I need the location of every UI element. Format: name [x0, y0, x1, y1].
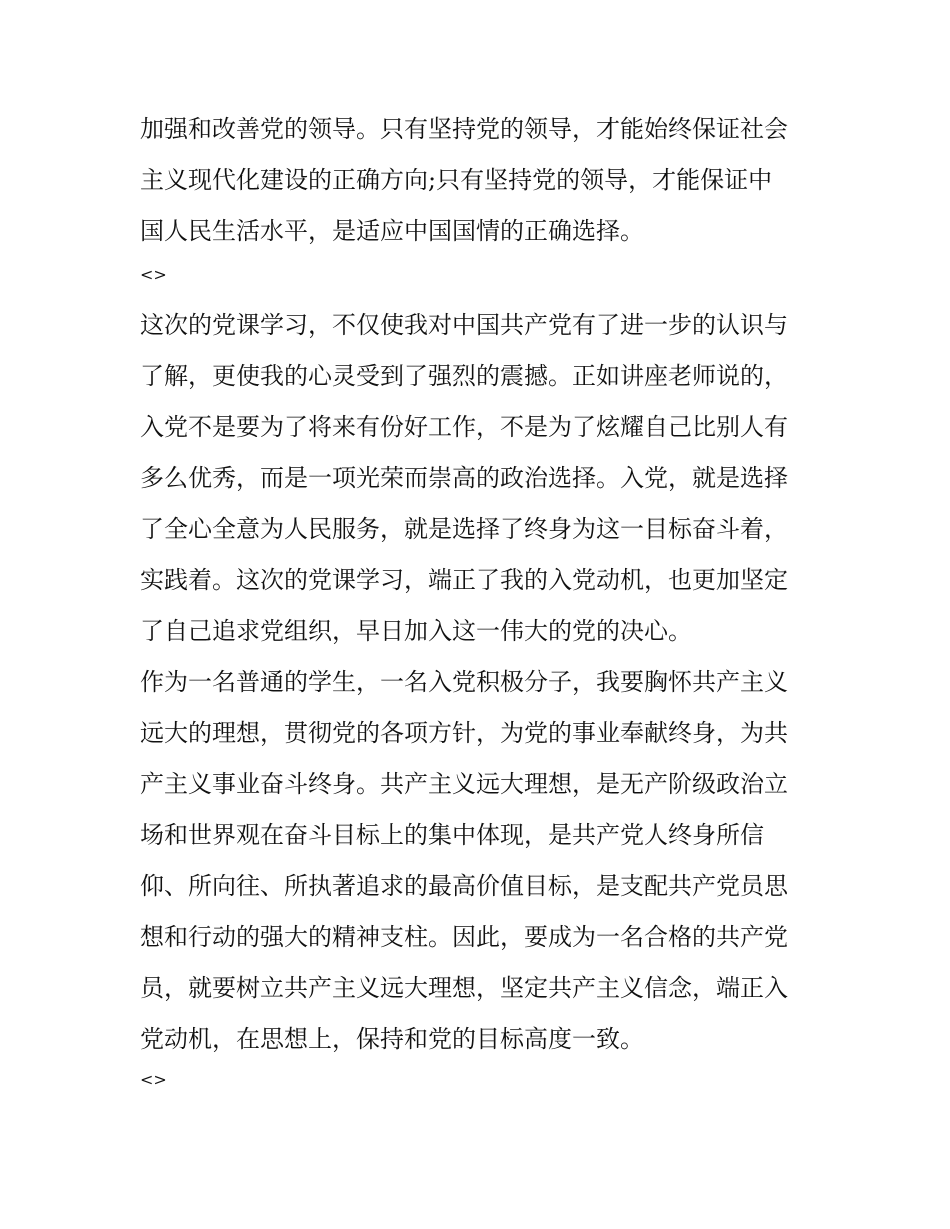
text-line: 实践着。这次的党课学习，端正了我的入党动机，也更加坚定 [140, 566, 788, 594]
text-line: 了全心全意为人民服务，就是选择了终身为这一目标奋斗着， [140, 515, 788, 543]
text-line: 场和世界观在奋斗目标上的集中体现，是共产党人终身所信 [140, 821, 764, 849]
text-line: 仰、所向往、所执著追求的最高价值目标，是支配共产党员思 [140, 872, 788, 900]
text-line: 主义现代化建设的正确方向;只有坚持党的领导，才能保证中 [140, 166, 773, 194]
text-line: 党动机，在思想上，保持和党的目标高度一致。 [140, 1025, 644, 1053]
section-marker: <> [140, 1070, 167, 1089]
text-line: 想和行动的强大的精神支柱。因此，要成为一名合格的共产党 [140, 923, 788, 951]
text-line: 这次的党课学习，不仅使我对中国共产党有了进一步的认识与 [140, 311, 788, 339]
text-line: 入党不是要为了将来有份好工作，不是为了炫耀自己比别人有 [140, 413, 788, 441]
paragraph-3 [140, 657, 820, 1065]
text-line: 作为一名普通的学生，一名入党积极分子，我要胸怀共产主义 [140, 668, 788, 696]
paragraph-1 [140, 104, 820, 257]
text-line: 产主义事业奋斗终身。共产主义远大理想，是无产阶级政治立 [140, 770, 788, 798]
text-line: 加强和改善党的领导。只有坚持党的领导，才能始终保证社会 [140, 115, 788, 143]
section-marker: <> [140, 265, 167, 284]
text-line: 了解，更使我的心灵受到了强烈的震撼。正如讲座老师说的， [140, 362, 788, 390]
text-line: 了自己追求党组织，早日加入这一伟大的党的决心。 [140, 617, 692, 645]
text-line: 远大的理想，贯彻党的各项方针，为党的事业奉献终身，为共 [140, 719, 788, 747]
text-line: 员，就要树立共产主义远大理想，坚定共产主义信念，端正入 [140, 974, 788, 1002]
paragraph-2 [140, 300, 820, 657]
text-line: 多么优秀，而是一项光荣而崇高的政治选择。入党，就是选择 [140, 464, 788, 492]
text-line: 国人民生活水平，是适应中国国情的正确选择。 [140, 217, 644, 245]
